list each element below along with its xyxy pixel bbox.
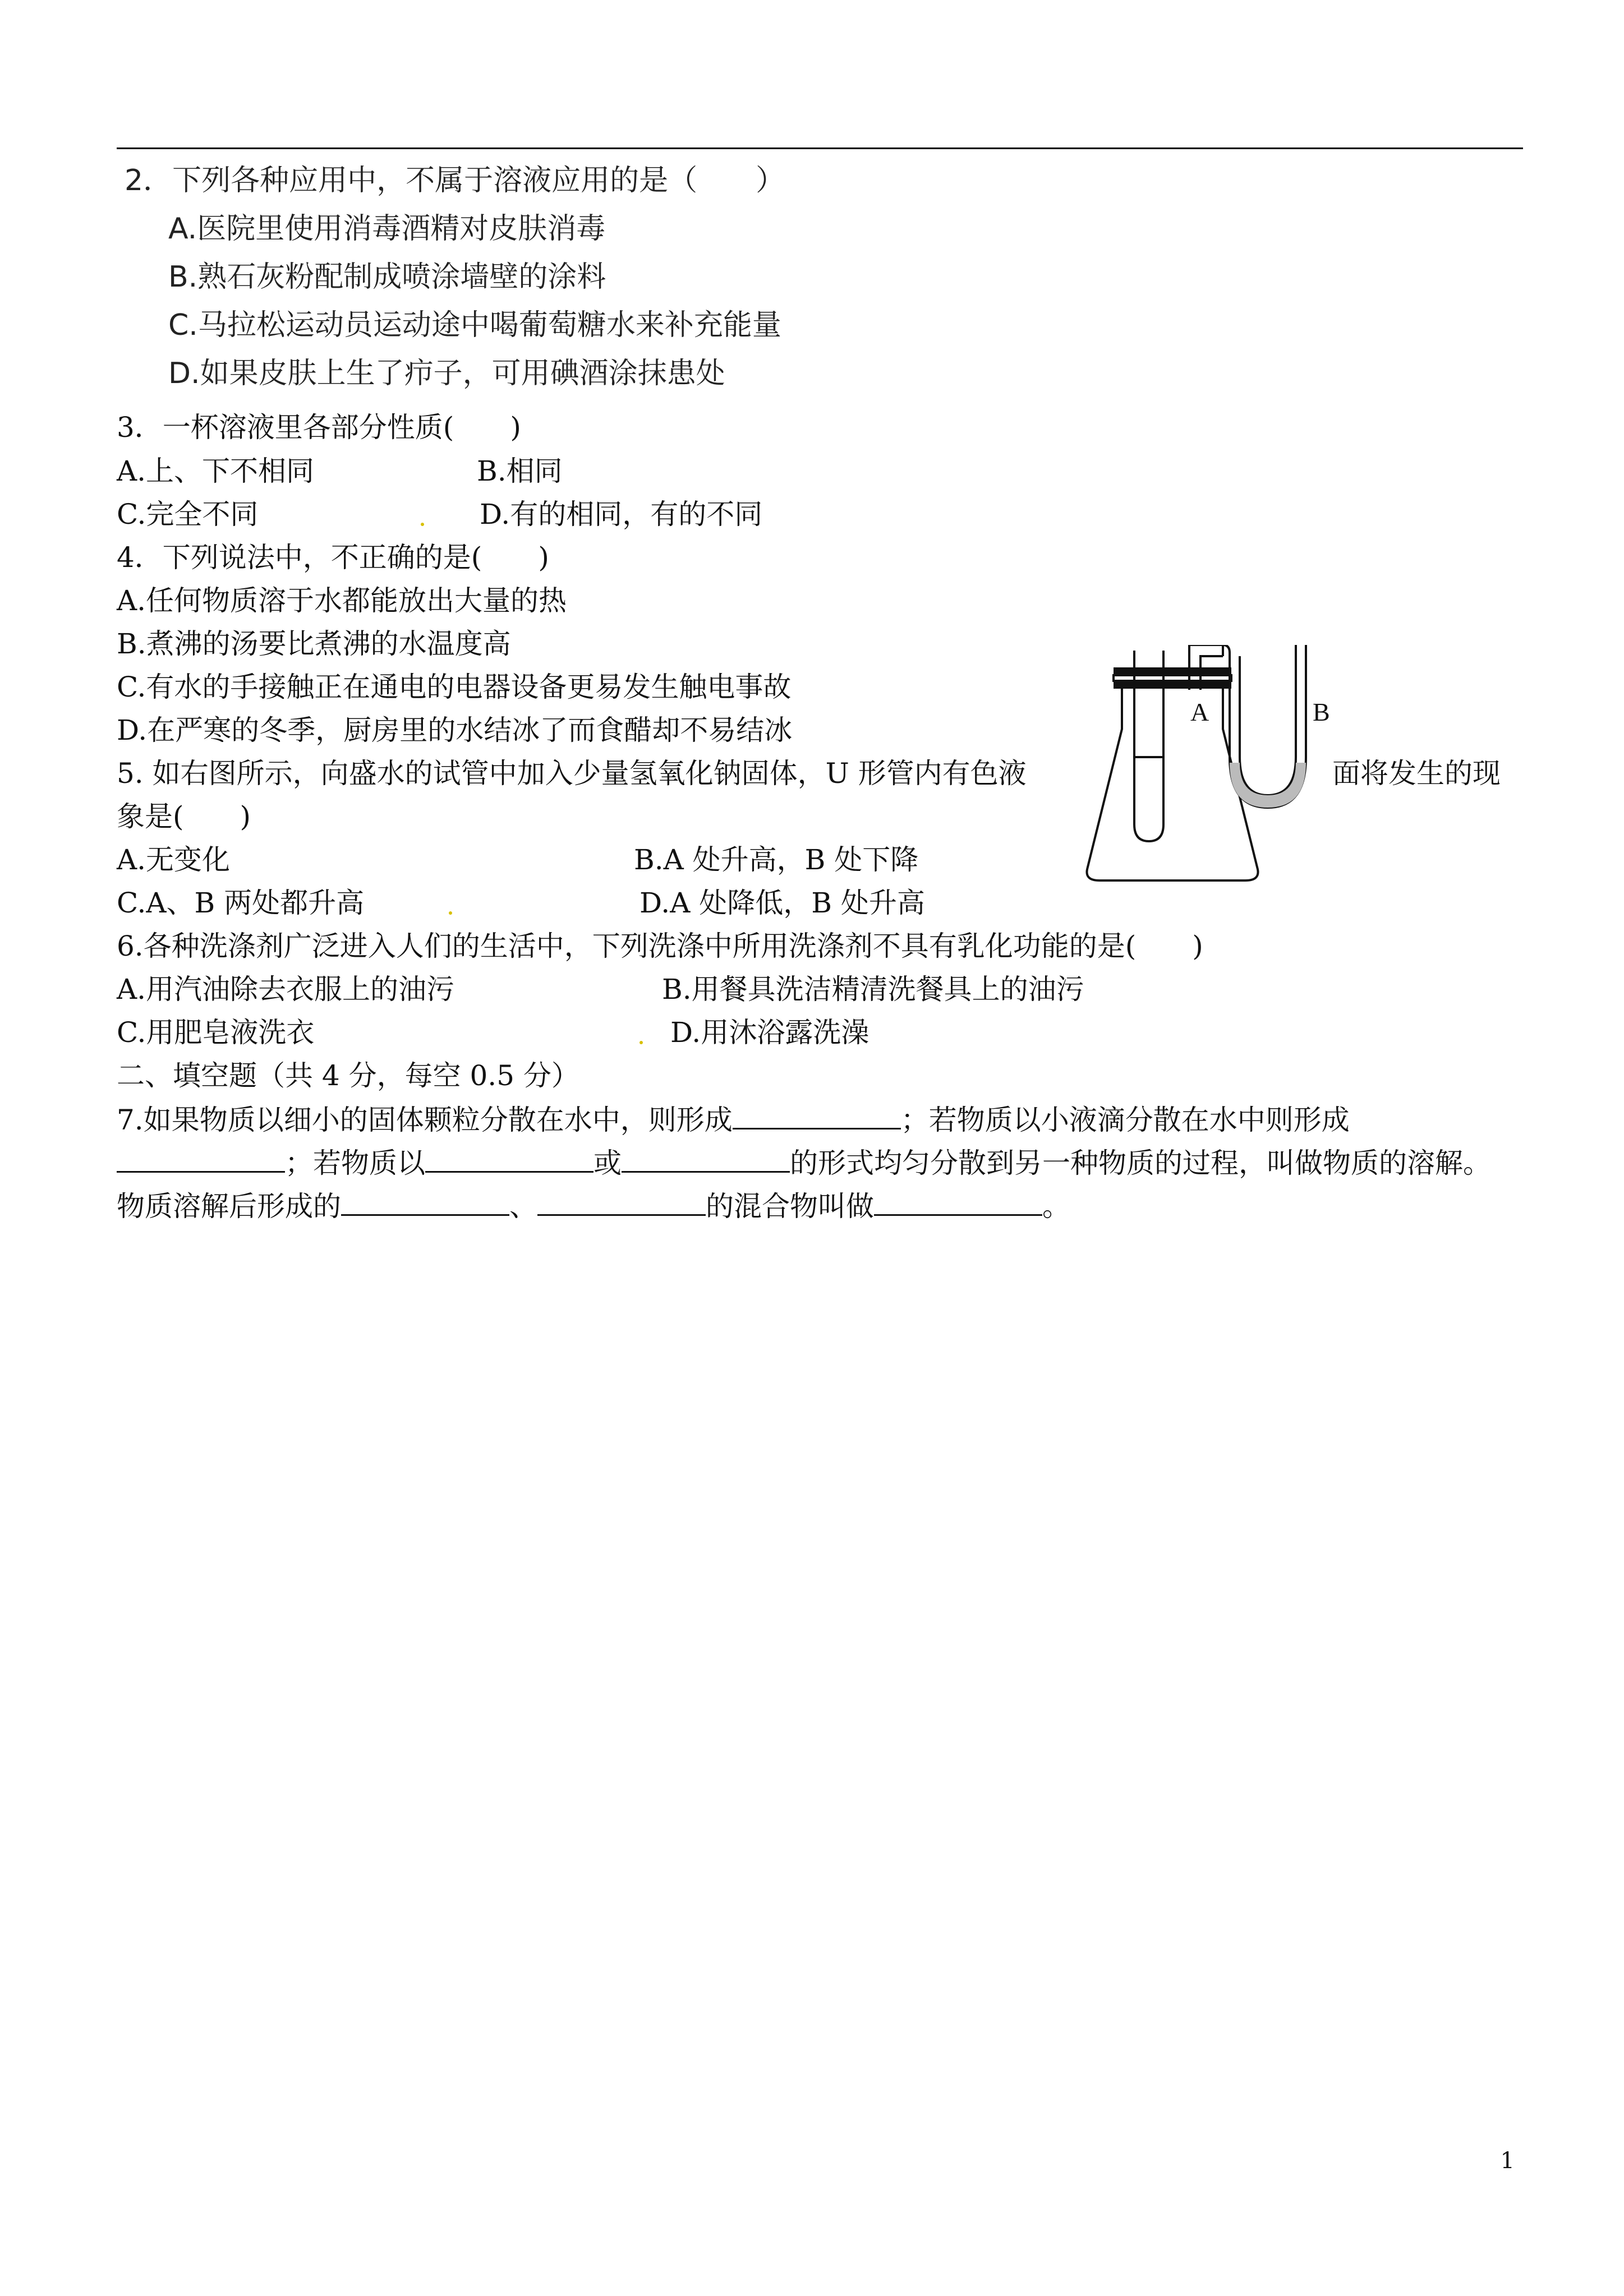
q6-option-d: D.用沐浴露洗澡	[670, 1016, 869, 1049]
q4-stem: 4．下列说法中，不正确的是( )	[117, 541, 549, 574]
answer-blank-5[interactable]	[341, 1187, 509, 1216]
answer-blank-6[interactable]	[537, 1187, 706, 1216]
q7-line1	[117, 1101, 1350, 1138]
label-a: A	[1190, 698, 1209, 726]
q7-text-2: ；若物质以小液滴分散在水中则形成	[900, 1104, 1350, 1136]
u-tube-inner	[1240, 645, 1296, 795]
flask-u-tube-diagram	[1083, 645, 1453, 892]
answer-blank-2[interactable]	[117, 1144, 285, 1173]
q3-stem: 3．一杯溶液里各部分性质( )	[117, 411, 521, 444]
q4-option-d: D.在严寒的冬季，厨房里的水结冰了而食醋却不易结冰	[117, 714, 793, 746]
q6-option-b: B.用餐具洗洁精清洗餐具上的油污	[662, 973, 1084, 1006]
q3-option-b: B.相同	[477, 455, 563, 487]
q6-option-c: C.用肥皂液洗衣	[117, 1016, 315, 1049]
stopper-top	[1114, 667, 1231, 675]
q4-option-a: A.任何物质溶于水都能放出大量的热	[117, 584, 567, 617]
q5-option-c: C.A、B 两处都升高	[117, 887, 365, 919]
yellow-dot	[421, 523, 424, 526]
q3-option-a: A.上、下不相同	[117, 455, 315, 487]
q5-stem-part3: 象是( )	[117, 800, 251, 833]
q5-option-d: D.A 处降低，B 处升高	[640, 887, 925, 919]
q5-stem-part2: 面将发生的现	[1332, 757, 1501, 790]
q5-option-a: A.无变化	[117, 843, 231, 876]
q7-text-9: 。	[1042, 1190, 1070, 1223]
yellow-dot	[640, 1041, 643, 1044]
q4-option-c: C.有水的手接触正在通电的电器设备更易发生触电事故	[117, 671, 792, 703]
q7-text-1: 7.如果物质以细小的固体颗粒分散在水中，则形成	[117, 1104, 733, 1136]
q3-option-c: C.完全不同	[117, 498, 259, 531]
q2-option-a: A.医院里使用消毒酒精对皮肤消毒	[168, 212, 606, 246]
answer-blank-3[interactable]	[425, 1144, 594, 1173]
header-rule	[117, 147, 1523, 149]
answer-blank-7[interactable]	[874, 1187, 1042, 1216]
q2-option-d: D.如果皮肤上生了疖子，可用碘酒涂抹患处	[168, 357, 725, 390]
q7-text-5: 的形式均匀分散到另一种物质的过程，叫做物质的溶解。	[790, 1147, 1491, 1179]
q7-text-6: 物质溶解后形成的	[117, 1190, 341, 1223]
q7-text-7: 、	[509, 1190, 537, 1223]
yellow-dot	[449, 911, 452, 915]
q4-option-b: B.煮沸的汤要比煮沸的水温度高	[117, 628, 511, 660]
q2-option-b: B.熟石灰粉配制成喷涂墙壁的涂料	[168, 260, 606, 294]
q7-text-8: 的混合物叫做	[706, 1190, 874, 1223]
q5-option-b: B.A 处升高，B 处下降	[634, 843, 919, 876]
q7-line3	[117, 1187, 1070, 1224]
q2-option-c: C.马拉松运动员运动途中喝葡萄糖水来补充能量	[168, 308, 781, 342]
q7-text-3: ；若物质以	[285, 1147, 425, 1179]
q2-stem: 2．下列各种应用中，不属于溶液应用的是（ ）	[125, 164, 785, 197]
stopper-bottom	[1114, 681, 1231, 689]
q6-stem: 6.各种洗涤剂广泛进入人们的生活中，下列洗涤中所用洗涤剂不具有乳化功能的是( )	[117, 930, 1203, 962]
q6-option-a: A.用汽油除去衣服上的油污	[117, 973, 455, 1006]
q3-option-d: D.有的相同，有的不同	[480, 498, 763, 531]
answer-blank-1[interactable]	[733, 1101, 901, 1129]
answer-blank-4[interactable]	[622, 1144, 790, 1173]
section-heading: 二、填空题（共 4 分，每空 0.5 分）	[117, 1059, 579, 1092]
label-b: B	[1313, 698, 1330, 726]
q7-line2	[117, 1144, 1491, 1181]
page-number: 1	[1500, 2148, 1515, 2174]
q5-stem-part1: 5. 如右图所示，向盛水的试管中加入少量氢氧化钠固体，U 形管内有色液	[117, 757, 1027, 790]
q7-text-4: 或	[594, 1147, 622, 1179]
